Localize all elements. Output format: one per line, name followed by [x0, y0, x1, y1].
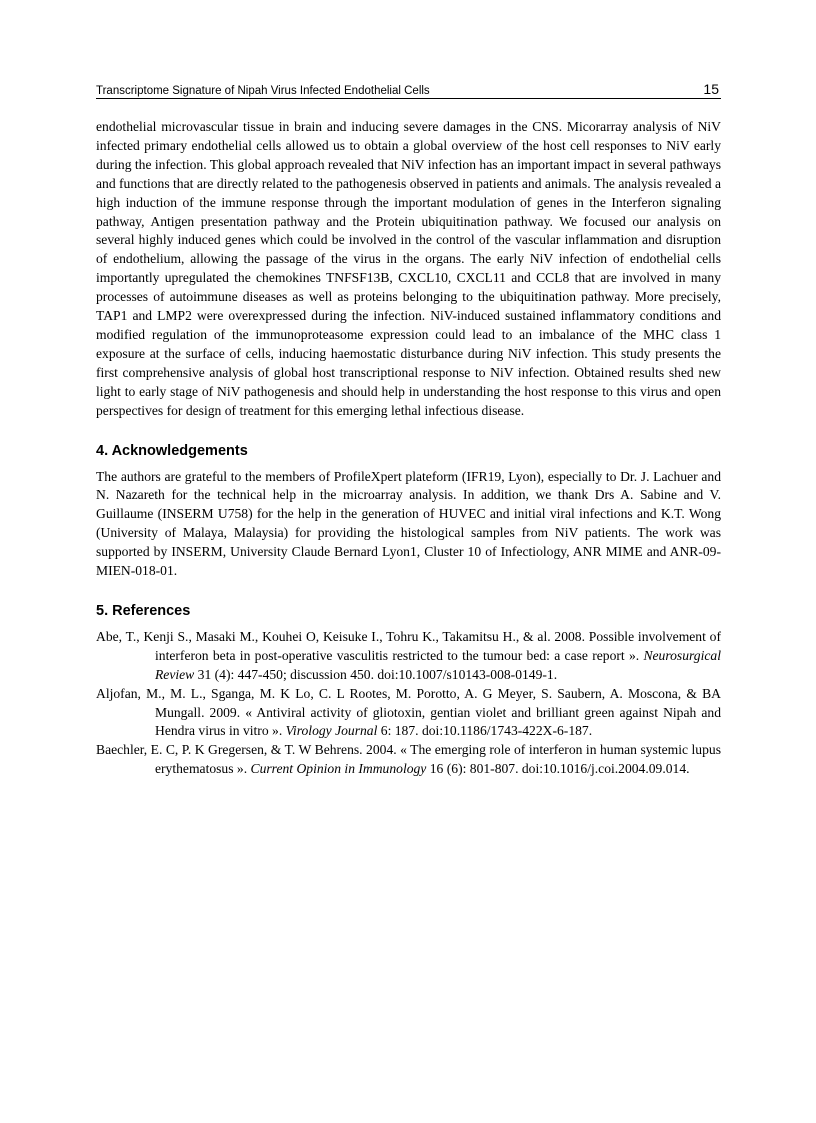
reference-item	[96, 685, 721, 742]
journal-name: Virology Journal	[285, 723, 378, 739]
reference-text: Aljofan, M., M. L., Sganga, M. K Lo, C. L Rootes, M. Porotto, A. G Meyer, S. Saubern, A. Moscona, & BA Mungall. 2009. « Antiviral activity of gliotoxin, gentian violet and brilliant green against Nipah and Hendra virus in vitro ».	[96, 685, 721, 739]
reference-text: Baechler, E. C, P. K Gregersen, & T. W Behrens. 2004. « The emerging role of interferon in human systemic lupus erythematosus ».	[96, 742, 721, 777]
journal-name: Neurosurgical Review	[155, 647, 721, 682]
references-heading: 5. References	[96, 602, 191, 619]
running-title: Transcriptome Signature of Nipah Virus Infected Endothelial Cells	[96, 85, 430, 97]
reference-details: 6: 187. doi:10.1186/1743-422X-6-187.	[377, 723, 593, 739]
acknowledgements-heading: 4. Acknowledgements	[96, 442, 248, 459]
reference-details: 31 (4): 447-450; discussion 450. doi:10.1007/s10143-008-0149-1.	[194, 666, 558, 682]
conclusion-paragraph: endothelial microvascular tissue in brain and inducing severe damages in the CNS. Micorarray analysis of NiV infected primary endothelial cells allowed us to obtain a global overview of the host cell responses to NiV early during the infection. This global approach revealed that NiV infection has an important impact in several pathways and functions that are directly related to the pathogenesis observed in patients and animals. The analysis revealed a high induction of the immune response through the important modulation of genes in the Interferon signaling pathway, Antigen presentation pathway and the Protein ubiquitination pathway. We focused our analysis on several highly induced genes which could be involved in the control of the vascular inflammation and disruption of endothelium, allowing the passage of the virus in the organs. The early NiV infection of endothelial cells importantly upregulated the chemokines TNFSF13B, CXCL10, CXCL11 and CCL8 that are involved in many processes of autoimmune diseases as well as proteins belonging to the ubiquitination pathway. More precisely, TAP1 and LMP2 were overexpressed during the infection. NiV-induced sustained inflammatory conditions and modified regulation of the immunoproteasome expression could lead to an imbalance of the MHC class 1 exposure at the surface of cells, inducing haemostatic disturbance during NiV infection. This study presents the first comprehensive analysis of global host transcriptional response to NiV infection. Obtained results shed new light to early stage of NiV pathogenesis and should help in understanding the host response to this virus and open perspectives for design of treatment for this emerging lethal infectious disease.	[96, 119, 722, 418]
page-number: 15	[703, 81, 719, 97]
acknowledgements-paragraph: The authors are grateful to the members of ProfileXpert plateform (IFR19, Lyon), especially to Dr. J. Lachuer and N. Nazareth for the technical help in the microarray analysis. In addition, we thank Drs A. Sabine and V. Guillaume (INSERM U758) for the help in the generation of HUVEC and initial viral infections and K.T. Wong (University of Malaya, Malaysia) for providing the histological samples from NiV patients. The work was supported by INSERM, University Claude Bernard Lyon1, Cluster 10 of Infectiology, ANR MIME and ANR-09-MIEN-018-01.	[96, 468, 721, 579]
journal-name: Current Opinion in Immunology	[250, 761, 427, 777]
reference-item	[96, 628, 721, 685]
running-header	[96, 78, 721, 99]
document-page	[96, 78, 721, 779]
reference-details: 16 (6): 801-807. doi:10.1016/j.coi.2004.09.014.	[426, 761, 690, 777]
reference-text: Abe, T., Kenji S., Masaki M., Kouhei O, Keisuke I., Tohru K., Takamitsu H., & al. 2008. Possible involvement of interferon beta in post-operative vasculitis restricted to the tumour bed: a case report ».	[96, 628, 721, 663]
reference-list	[96, 628, 721, 779]
reference-item	[96, 741, 721, 779]
